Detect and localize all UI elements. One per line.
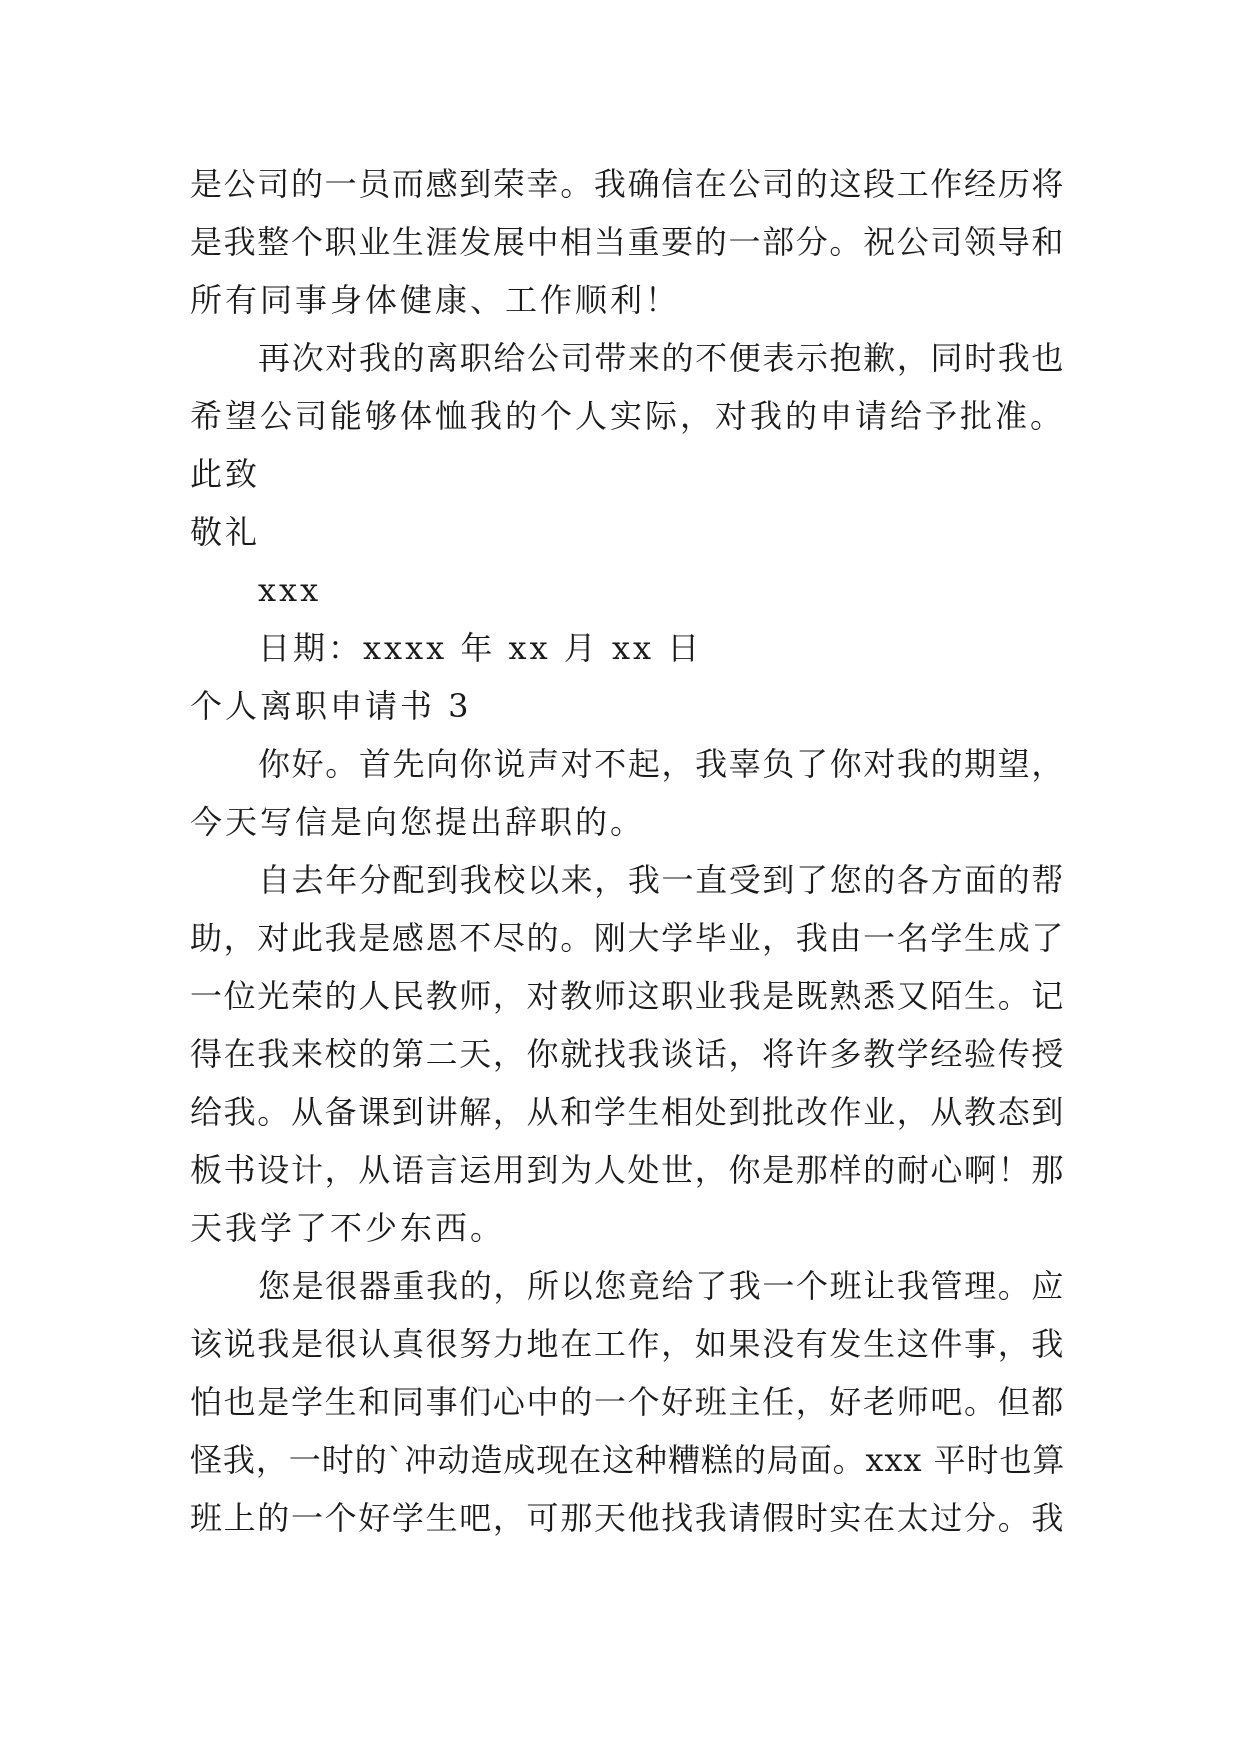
text-line: 助，对此我是感恩不尽的。刚大学毕业，我由一名学生成了 bbox=[190, 919, 1066, 957]
paragraph-first-line: 自去年分配到我校以来，我一直受到了您的各方面的帮 bbox=[258, 861, 1066, 899]
text-line: 天我学了不少东西。 bbox=[190, 1209, 506, 1247]
text-line: 怪我，一时的`冲动造成现在这种糟糕的局面。xxx 平时也算 bbox=[190, 1441, 1066, 1479]
closing-regards: 敬礼 bbox=[190, 513, 261, 551]
text-line: 该说我是很认真很努力地在工作，如果没有发生这件事，我 bbox=[190, 1325, 1066, 1363]
paragraph-first-line: 再次对我的离职给公司带来的不便表示抱歉，同时我也 bbox=[258, 339, 1066, 377]
paragraph-first-line: 你好。首先向你说声对不起，我辜负了你对我的期望， bbox=[258, 745, 1066, 783]
text-line: 是公司的一员而感到荣幸。我确信在公司的这段工作经历将 bbox=[190, 165, 1066, 203]
text-line: 给我。从备课到讲解，从和学生相处到批改作业，从教态到 bbox=[190, 1093, 1066, 1131]
text-line: 班上的一个好学生吧，可那天他找我请假时实在太过分。我 bbox=[190, 1499, 1066, 1537]
signature-date: 日期：xxxx 年 xx 月 xx 日 bbox=[258, 629, 703, 667]
text-line: 希望公司能够体恤我的个人实际，对我的申请给予批准。 bbox=[190, 397, 1066, 435]
text-line: 板书设计，从语言运用到为人处世，你是那样的耐心啊！那 bbox=[190, 1151, 1066, 1189]
closing-salutation: 此致 bbox=[190, 455, 261, 493]
text-line: 得在我来校的第二天，你就找我谈话，将许多教学经验传授 bbox=[190, 1035, 1066, 1073]
text-line: 怕也是学生和同事们心中的一个好班主任，好老师吧。但都 bbox=[190, 1383, 1066, 1421]
paragraph-first-line: 您是很器重我的，所以您竟给了我一个班让我管理。应 bbox=[258, 1267, 1066, 1305]
text-line: 是我整个职业生涯发展中相当重要的一部分。祝公司领导和 bbox=[190, 223, 1066, 261]
text-line: 今天写信是向您提出辞职的。 bbox=[190, 803, 646, 841]
signature-name: xxx bbox=[258, 571, 322, 609]
text-line: 所有同事身体健康、工作顺利！ bbox=[190, 281, 681, 319]
text-line: 一位光荣的人民教师，对教师这职业我是既熟悉又陌生。记 bbox=[190, 977, 1066, 1015]
section-heading: 个人离职申请书 3 bbox=[190, 687, 472, 725]
